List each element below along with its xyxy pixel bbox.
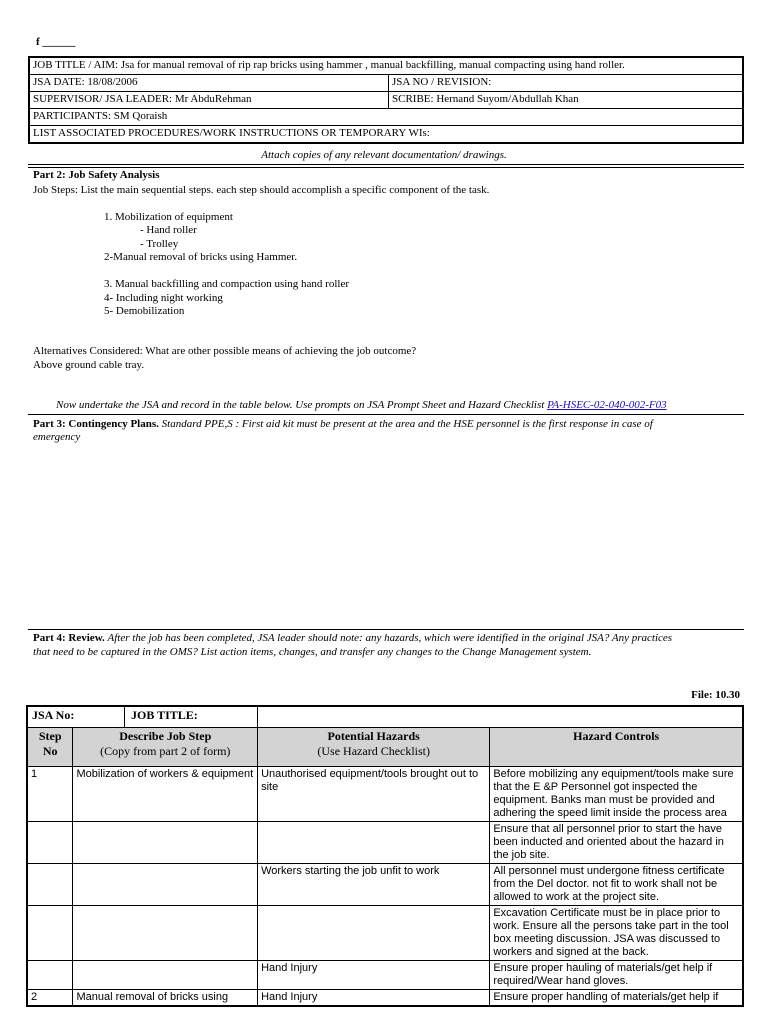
job-step-1: 1. Mobilization of equipment (104, 211, 233, 223)
job-step-3: 3. Manual backfilling and compaction using hand roller (104, 278, 349, 290)
part2-intro: Job Steps: List the main sequential steps. each step should accomplish a specific component of the task. (33, 184, 490, 196)
job-step-2: 2-Manual removal of bricks using Hammer. (104, 251, 298, 263)
part3-line1 (33, 418, 653, 430)
control-cell: Before mobilizing any equipment/tools make sure that the E &P Personnel got inspected the equipment. Banks man must be provided and adhering the speed limit inside the process area (490, 767, 743, 822)
hazard-cell (258, 906, 490, 961)
controls-header: Hazard Controls (490, 728, 743, 767)
part3-text: emergency (33, 431, 81, 443)
table-row (27, 864, 743, 906)
alternatives-answer: Above ground cable tray. (33, 359, 145, 371)
file-label: File: 10.30 (691, 689, 740, 701)
attach-note: Attach copies of any relevant documentation/ drawings. (261, 149, 507, 161)
hazard-cell: Hand Injury (258, 990, 490, 1007)
step-cell (27, 906, 73, 961)
table-row (27, 822, 743, 864)
jsa-no-field: JSA NO / REVISION: (389, 75, 744, 92)
jsa-date-field: JSA DATE: 18/08/2006 (29, 75, 389, 92)
part4-text: After the job has been completed, JSA leader should note: any hazards, which were identified in the original JSA? Any practices (107, 632, 673, 644)
part4-heading: Part 4: Review. (33, 632, 105, 644)
hazard-cell (258, 822, 490, 864)
supervisor-field: SUPERVISOR/ JSA LEADER: Mr AbduRehman (29, 92, 389, 109)
describe-cell: Manual removal of bricks using (73, 990, 258, 1007)
participants-field: PARTICIPANTS: SM Qoraish (29, 109, 743, 126)
control-cell: Ensure proper handling of materials/get help if (490, 990, 743, 1007)
jsa-info-form (28, 56, 744, 144)
alternatives-question: Alternatives Considered: What are other possible means of achieving the job outcome? (33, 345, 417, 357)
undertake-text: Now undertake the JSA and record in the table below. Use prompts on JSA Prompt Sheet and Hazard Checklist (56, 399, 545, 411)
step-cell: 2 (27, 990, 73, 1007)
job-title-label: JOB TITLE: (131, 708, 198, 722)
part2-heading: Part 2: Job Safety Analysis (33, 169, 160, 181)
hazard-cell: Hand Injury (258, 961, 490, 990)
describe-cell (73, 961, 258, 990)
step-cell: 1 (27, 767, 73, 822)
jsa-no-label: JSA No: (28, 707, 125, 727)
divider (28, 414, 744, 415)
describe-cell (73, 822, 258, 864)
divider (28, 164, 744, 165)
job-step-4: 4- Including night working (104, 292, 223, 304)
table-row (27, 990, 743, 1007)
control-cell: All personnel must undergone fitness certificate from the Del doctor. not fit to work shall not be allowed to work at the project site. (490, 864, 743, 906)
describe-cell: Mobilization of workers & equipment (73, 767, 258, 822)
control-cell: Excavation Certificate must be in place prior to work. Ensure all the persons take part in the tool box meeting discussion. JSA was discussed to workers and signed at the back. (490, 906, 743, 961)
describe-header: Describe Job Step (Copy from part 2 of form) (73, 728, 258, 767)
step-cell (27, 864, 73, 906)
part3-text: Standard PPE,S : First aid kit must be present at the area and the HSE personnel is the first response in case of (161, 418, 653, 430)
hazards-header: Potential Hazards (Use Hazard Checklist) (258, 728, 490, 767)
step-cell (27, 961, 73, 990)
header-mark: f ______ (36, 36, 76, 48)
job-step-1-sub: - Trolley (140, 238, 179, 250)
part4-line1 (33, 632, 672, 644)
job-step-5: 5- Demobilization (104, 305, 185, 317)
divider (28, 167, 744, 168)
table-row (27, 961, 743, 990)
table-row (27, 767, 743, 822)
hazard-checklist-link[interactable]: PA-HSEC-02-040-002-F03 (547, 399, 667, 411)
part3-heading: Part 3: Contingency Plans. (33, 418, 159, 430)
step-header: Step No (27, 728, 73, 767)
hazard-cell: Unauthorised equipment/tools brought out to site (258, 767, 490, 822)
part4-text: that need to be captured in the OMS? List action items, changes, and transfer any changes to the Change Management system. (33, 646, 592, 658)
undertake-note (56, 399, 667, 411)
step-cell (27, 822, 73, 864)
scribe-field: SCRIBE: Hernand Suyom/Abdullah Khan (389, 92, 744, 109)
table-row (27, 906, 743, 961)
control-cell: Ensure proper hauling of materials/get help if required/Wear hand gloves. (490, 961, 743, 990)
control-cell: Ensure that all personnel prior to start the have been inducted and oriented about the hazard in the job site. (490, 822, 743, 864)
procedures-field: LIST ASSOCIATED PROCEDURES/WORK INSTRUCTIONS OR TEMPORARY WIs: (29, 126, 743, 144)
divider (28, 629, 744, 630)
jsa-table (26, 705, 744, 1007)
job-step-1-sub: - Hand roller (140, 224, 197, 236)
hazard-cell: Workers starting the job unfit to work (258, 864, 490, 906)
job-title-field: JOB TITLE / AIM: Jsa for manual removal of rip rap bricks using hammer , manual backfilling, manual compacting using hand roller. (29, 57, 743, 75)
describe-cell (73, 906, 258, 961)
describe-cell (73, 864, 258, 906)
